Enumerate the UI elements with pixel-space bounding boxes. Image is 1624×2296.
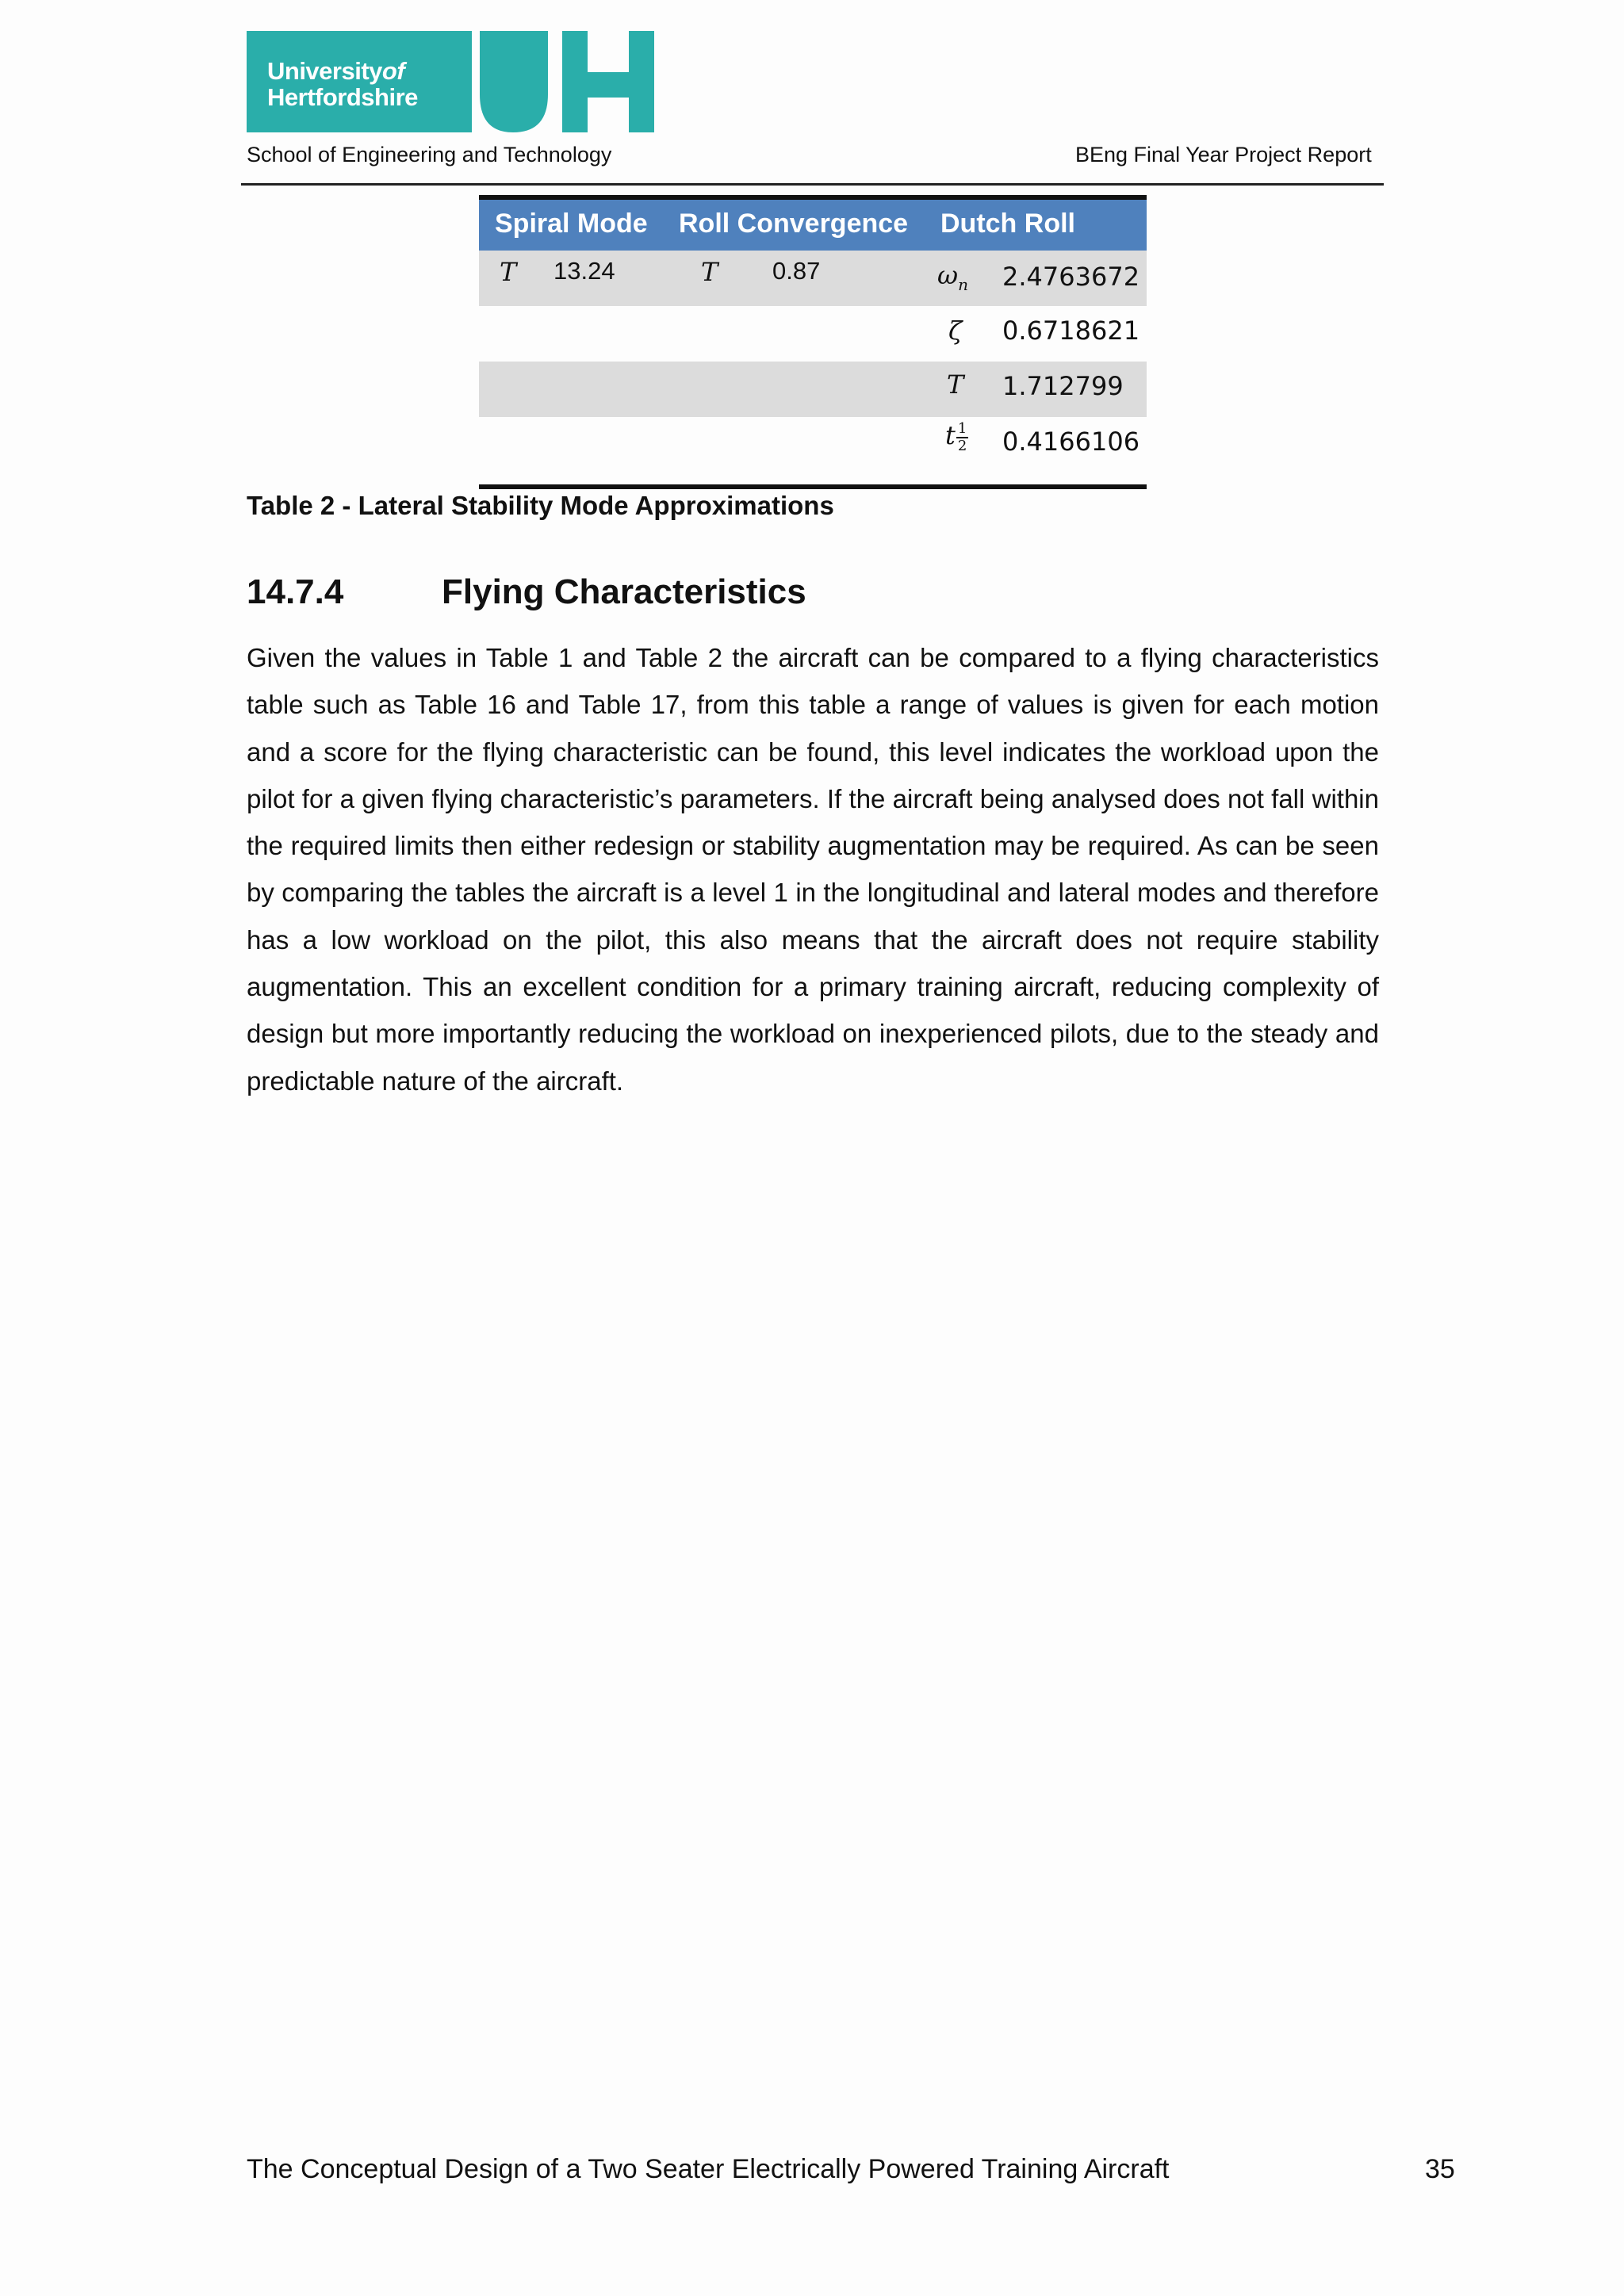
footer-title: The Conceptual Design of a Two Seater Electrically Powered Training Aircraft — [247, 2154, 1170, 2184]
logo-wordmark-box — [247, 31, 472, 132]
table-caption: Table 2 - Lateral Stability Mode Approximations — [247, 491, 834, 520]
table-header-row — [479, 200, 1147, 251]
roll-symbol: T — [701, 257, 718, 287]
table-row — [479, 306, 1147, 362]
uh-monogram-icon — [472, 31, 656, 132]
page-number: 35 — [1425, 2154, 1455, 2184]
logo-text-hertfordshire: Hertfordshire — [267, 83, 418, 111]
header-report-type: BEng Final Year Project Report — [1075, 143, 1372, 166]
spiral-value: 13.24 — [553, 257, 615, 285]
spiral-symbol: T — [500, 257, 517, 287]
university-logo — [247, 31, 656, 132]
header-divider — [241, 183, 1384, 186]
header-roll-convergence: Roll Convergence — [679, 209, 909, 239]
dutch-t-value: 1.712799 — [1002, 371, 1124, 401]
logo-text-university: University — [267, 57, 382, 85]
roll-value: 0.87 — [772, 257, 821, 285]
table-row — [479, 251, 1147, 306]
table-row — [479, 417, 1147, 484]
dutch-half-life-value: 0.4166106 — [1002, 427, 1140, 457]
dutch-zeta-value: 0.6718621 — [1002, 316, 1140, 346]
header-dutch-roll: Dutch Roll — [940, 209, 1075, 239]
table-row — [479, 362, 1147, 417]
dutch-zeta-symbol: ζ — [948, 316, 963, 346]
section-paragraph: Given the values in Table 1 and Table 2 the aircraft can be compared to a flying characteristics table such as Table 16 and Table 17, from this table a range of values is given for each motion and a score for the flying characteristic can be found, this level indicates the workload upon the pilot for a given flying characteristic’s parameters. If the aircraft being analysed does not fall within the required limits then either redesign or stability augmentation may be required. As can be seen by comparing the tables the aircraft is a level 1 in the longitudinal and lateral modes and therefore has a low workload on the pilot, this also means that the aircraft does not require stability augmentation. This an excellent condition for a primary training aircraft, reducing complexity of design but more importantly reducing the workload on inexperienced pilots, due to the steady and predictable nature of the aircraft. — [247, 643, 1379, 1096]
header-school: School of Engineering and Technology — [247, 143, 612, 166]
header-spiral-mode: Spiral Mode — [495, 209, 648, 239]
logo-text-of: of — [381, 57, 405, 85]
dutch-omega-symbol: $\omega_n$ — [937, 260, 968, 294]
dutch-t-symbol: T — [947, 369, 964, 400]
section-title: Flying Characteristics — [442, 572, 806, 611]
dutch-omega-value: 2.4763672 — [1002, 262, 1140, 292]
section-number: 14.7.4 — [247, 572, 344, 611]
table-bottom-border — [479, 484, 1147, 489]
dutch-half-life-symbol: t $\frac{1}{2}$ — [945, 419, 967, 454]
